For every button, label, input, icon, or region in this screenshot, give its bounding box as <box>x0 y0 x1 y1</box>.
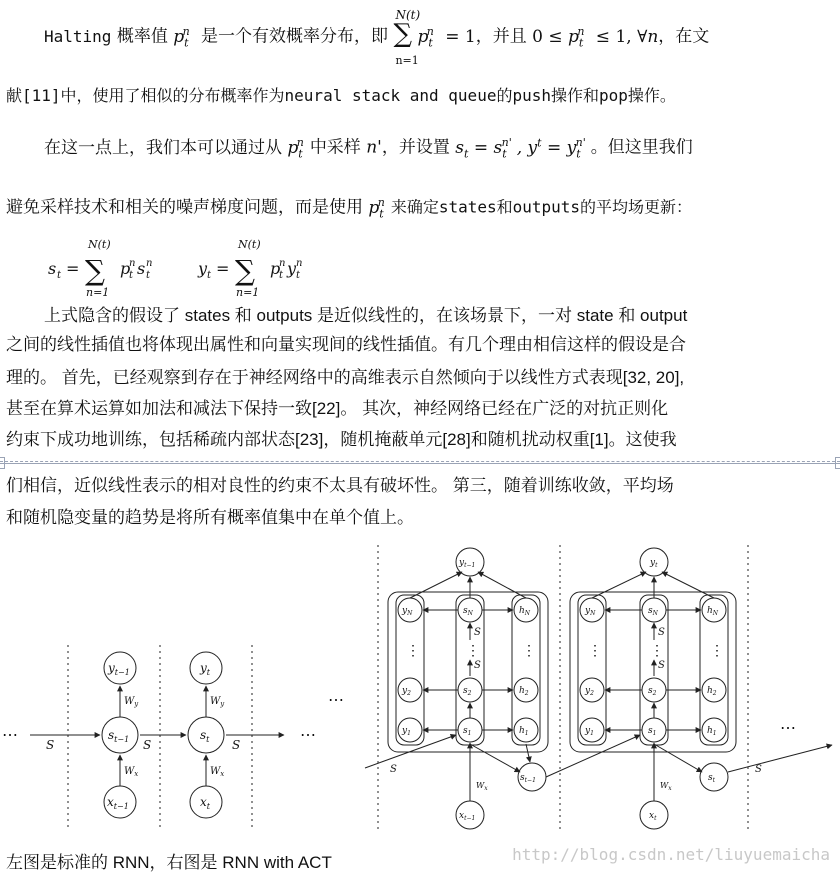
svg-text:S: S <box>390 764 397 775</box>
svg-text:S: S <box>474 627 481 638</box>
svg-text:yt: $y_t$ <box>650 558 658 569</box>
svg-text:st: $s_t$ <box>708 773 716 784</box>
svg-text:t: t <box>296 270 301 281</box>
rnn-figure <box>0 540 840 840</box>
act-rnn-diagram <box>328 545 832 830</box>
p3-line2: 之间的线性插值也将体现出属性和向量实现间的线性插值。有几个理由相信这样的假设是合 <box>6 335 686 354</box>
svg-text:N(t): N(t) <box>238 238 261 251</box>
svg-text:S: S <box>658 660 665 671</box>
p3-line3: 理的。 首先，已经观察到存在于神经网络中的高维表示自然倾向于以线性方式表现[32, 20], <box>6 368 685 387</box>
svg-text:⋮: ⋮ <box>522 643 536 659</box>
svg-text:yN: $y_N$ <box>585 606 596 617</box>
svg-text:Wy: $W_y$ <box>210 696 225 708</box>
svg-text:t: t <box>207 270 212 281</box>
p1-line2: 献[11]中，使用了相似的分布概率作为neural stack and queue的push操作和pop操作。 <box>6 86 676 105</box>
svg-text:hN: $h_N$ <box>707 606 719 617</box>
figure-caption: 左图是标准的 RNN，右图是 RNN with ACT <box>6 853 332 872</box>
p3-line7: 和随机隐变量的趋势是将所有概率值集中在单个值上。 <box>6 508 414 527</box>
svg-text:p: p <box>120 259 131 278</box>
dots-right: ⋯ <box>780 718 796 737</box>
svg-text:yt−1: $y_{t-1}$ <box>459 558 476 569</box>
svg-text:n: n <box>146 258 153 269</box>
dots-left: ⋯ <box>2 725 18 744</box>
p3-line1: 上式隐含的假设了 states 和 outputs 是近似线性的，在该场景下，一对 state 和 output <box>44 306 688 325</box>
mean-field-equations <box>40 234 340 302</box>
svg-text:xt: $x_t$ <box>649 811 657 822</box>
svg-text:S: S <box>755 764 762 775</box>
p3-line4: 甚至在算术运算如加法和减法下保持一致[22]。 其次，神经网络已经在广泛的对抗正则化 <box>6 399 669 418</box>
svg-text:y1: $y_1$ <box>402 726 411 737</box>
svg-text:yN: $y_N$ <box>402 606 413 617</box>
svg-text:N(t): N(t) <box>88 238 111 251</box>
svg-text:Wy: $W_y$ <box>124 696 139 708</box>
svg-text:t: t <box>279 270 284 281</box>
svg-text:p: p <box>270 259 281 278</box>
standard-rnn-diagram <box>2 645 316 830</box>
p2-line2: 避免采样技术和相关的噪声梯度问题，而是使用 $p_t^n$ 来确定states和outputs的平均场更新： <box>6 196 693 221</box>
p2-text-f: 来确定states和outputs的平均场更新： <box>390 197 693 217</box>
svg-text:sN: $s_N$ <box>463 606 473 617</box>
p2-text-d: 。但这里我们 <box>590 137 693 158</box>
p1-text-b: 是一个有效概率分布，即 <box>195 26 394 47</box>
svg-text:yt: $y_t$ <box>200 661 210 677</box>
svg-text:xt: $x_t$ <box>200 795 210 811</box>
svg-text:yt−1: $y_{t-1}$ <box>108 661 130 677</box>
svg-text:t: t <box>146 270 151 281</box>
svg-text:S: S <box>46 738 55 752</box>
svg-text:⋮: ⋮ <box>406 643 420 659</box>
svg-text:y1: $y_1$ <box>585 726 594 737</box>
p2-text-c: ，并设置 <box>381 137 450 158</box>
svg-text:=: = <box>216 259 230 278</box>
p3-line5: 约束下成功地训练，包括稀疏内部状态[23]，随机掩蔽单元[28]和随机扰动权重[1]。这使我 <box>6 430 677 449</box>
p2-text-b: 中采样 <box>309 137 361 158</box>
page-break-right-marker <box>835 457 840 469</box>
svg-text:Wx: $W_x$ <box>124 766 139 778</box>
svg-text:s2: $s_2$ <box>648 686 657 697</box>
svg-text:⋮: ⋮ <box>710 643 724 659</box>
svg-text:Wx: $W_x$ <box>476 781 488 792</box>
watermark: http://blog.csdn.net/liuyuemaicha <box>512 845 830 864</box>
page-break-left-marker <box>0 457 5 469</box>
svg-text:∑: ∑ <box>85 254 105 287</box>
svg-text:n=1: n=1 <box>86 286 110 299</box>
svg-text:S: S <box>143 738 152 752</box>
svg-text:Wx: $W_x$ <box>210 766 225 778</box>
svg-text:⋮: ⋮ <box>466 643 480 659</box>
svg-text:⋮: ⋮ <box>588 643 602 659</box>
svg-text:n=1: n=1 <box>236 286 260 299</box>
svg-text:Wx: $W_x$ <box>660 781 672 792</box>
halting-word: Halting <box>44 26 112 46</box>
svg-text:h2: $h_2$ <box>519 686 529 697</box>
svg-text:s1: $s_1$ <box>463 726 472 737</box>
svg-text:h2: $h_2$ <box>707 686 717 697</box>
svg-text:∑: ∑ <box>235 254 255 287</box>
svg-text:⋮: ⋮ <box>650 643 664 659</box>
svg-text:st−1: $s_{t-1}$ <box>520 773 536 784</box>
dots-mid-left: ⋯ <box>300 725 316 744</box>
svg-text:s: s <box>137 259 146 278</box>
svg-text:st−1: $s_{t-1}$ <box>108 728 130 744</box>
svg-text:h1: $h_1$ <box>519 726 529 737</box>
svg-text:st: $s_t$ <box>200 728 210 744</box>
page-break-line-2 <box>0 463 840 464</box>
svg-text:h1: $h_1$ <box>707 726 717 737</box>
p1-line1: Halting 概率值 $p_t^n$ 是一个有效概率分布，即 N(t) ∑ n=1 $p_t^n = 1$，并且 $0 \le p_t^n \le 1$, ∀n，在文 <box>44 7 710 67</box>
p1-text-d: ，在文 <box>658 26 710 47</box>
svg-text:=: = <box>66 259 80 278</box>
svg-text:S: S <box>474 660 481 671</box>
p2-text-a: 在这一点上，我们本可以通过从 <box>44 137 282 158</box>
svg-text:sN: $s_N$ <box>648 606 658 617</box>
svg-text:s: s <box>48 259 57 278</box>
p1-text-c: ，并且 <box>475 26 527 47</box>
svg-text:S: S <box>658 627 665 638</box>
page-break-line <box>0 461 840 462</box>
dots-mid: ⋯ <box>328 690 344 709</box>
svg-text:y2: $y_2$ <box>585 686 594 697</box>
svg-text:xt−1: $x_{t-1}$ <box>459 811 476 822</box>
svg-text:t: t <box>57 270 62 281</box>
svg-text:n: n <box>296 258 303 269</box>
svg-text:t: t <box>129 270 134 281</box>
svg-text:S: S <box>232 738 241 752</box>
svg-text:s1: $s_1$ <box>648 726 657 737</box>
svg-text:hN: $h_N$ <box>519 606 531 617</box>
p1-text-a: 概率值 <box>111 26 174 47</box>
p3-line6: 们相信，近似线性表示的相对良性的约束不太具有破坏性。 第三，随着训练收敛，平均场 <box>6 476 674 495</box>
svg-text:y2: $y_2$ <box>402 686 411 697</box>
svg-text:y: y <box>198 259 208 278</box>
svg-text:s2: $s_2$ <box>463 686 472 697</box>
p2-line1: 在这一点上，我们本可以通过从 $p_t^n$ 中采样 n'，并设置 $s_t = s_t^{n'}$ , $y^t = y_t^{n'}$ 。但这里我们 <box>44 136 693 161</box>
svg-text:n: n <box>129 258 136 269</box>
svg-text:n: n <box>279 258 286 269</box>
svg-text:xt−1: $x_{t-1}$ <box>107 795 129 811</box>
p2-text-e: 避免采样技术和相关的噪声梯度问题，而是使用 <box>6 197 363 218</box>
svg-text:y: y <box>287 259 297 278</box>
